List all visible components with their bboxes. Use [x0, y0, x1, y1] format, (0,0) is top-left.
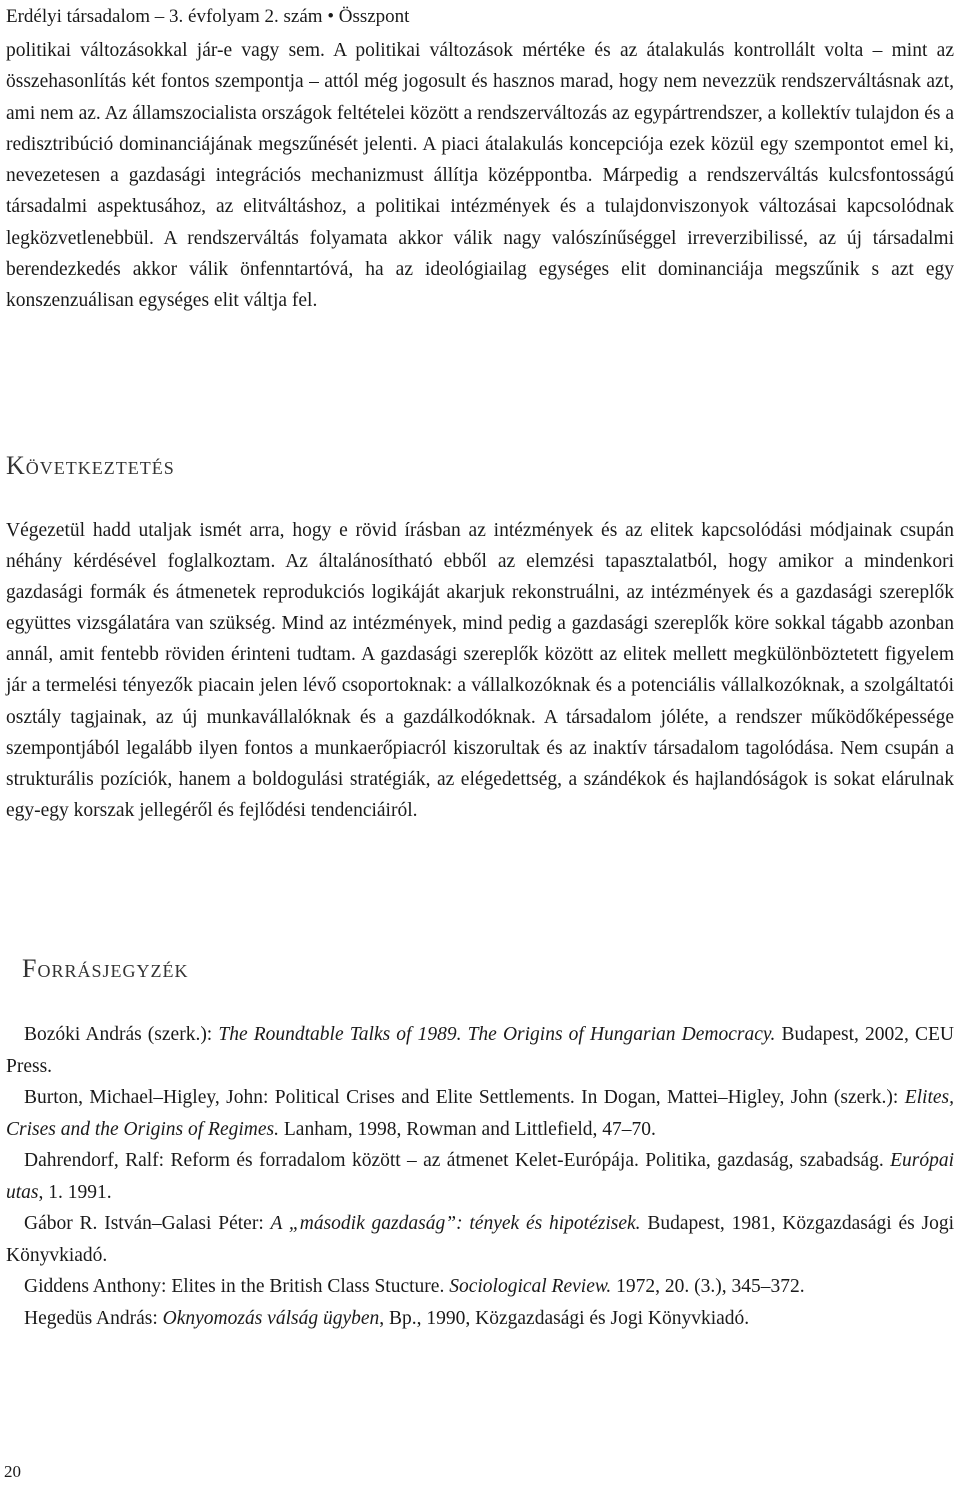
- reference-text: Bozóki András (szerk.):: [24, 1024, 219, 1045]
- page-number: 20: [4, 1462, 21, 1481]
- reference-title: Sociological Review.: [449, 1276, 612, 1297]
- reference-title: Európai utas: [6, 1150, 954, 1203]
- reference-list: [6, 1019, 954, 1334]
- reference-text: , 1. 1991.: [38, 1181, 112, 1203]
- reference-text: Hegedüs András:: [24, 1307, 163, 1329]
- reference-text: Burton, Michael–Higley, John: Political Crises and Elite Settlements. In Dogan, Mattei–Higley, John (szerk.):: [24, 1087, 905, 1108]
- reference-item: [6, 1019, 954, 1082]
- running-head: Erdélyi társadalom – 3. évfolyam 2. szám • Összpont: [6, 6, 410, 27]
- reference-title: A „második gazdaság”: tények és hipotézisek.: [270, 1213, 641, 1234]
- reference-item: [6, 1082, 954, 1145]
- reference-text: Budapest, 1981, Közgazdasági és Jogi Könyvkiadó.: [6, 1213, 955, 1266]
- reference-text: Dahrendorf, Ralf: Reform és forradalom között – az átmenet Kelet-Európája. Politika, gazdaság, szabadság.: [24, 1150, 891, 1171]
- section-heading-references: Forrásjegyzék: [22, 954, 189, 983]
- reference-item: [6, 1145, 954, 1208]
- reference-text: 1972, 20. (3.), 345–372.: [611, 1276, 805, 1297]
- reference-title: Elites, Crises and the Origins of Regimes.: [6, 1087, 954, 1140]
- reference-title: Oknyomozás válság ügyben: [162, 1307, 380, 1329]
- reference-item: [6, 1208, 954, 1271]
- body-paragraph-1: [6, 35, 954, 317]
- section-heading-conclusion: Következtetés: [6, 451, 175, 480]
- reference-title: The Roundtable Talks of 1989. The Origins of Hungarian Democracy.: [218, 1024, 776, 1045]
- reference-item: [6, 1303, 954, 1335]
- body-paragraph-2: [6, 515, 954, 826]
- reference-text: Budapest, 2002, CEU Press.: [6, 1024, 954, 1077]
- paragraph-text: Végezetül hadd utaljak ismét arra, hogy e rövid írásban az intézmények és az elitek kapcsolódási módjainak csupán néhány kérdésével foglalkoztam. Az általánosítható ebből az elemzési tapasztalatból, hogy amikor a mindenkori gazdasági formák és átmenetek reprodukciós logikáját akarjuk rekonstruálni, az intézmények és a gazdasági szereplők együttes vizsgálatára van szükség. Mind az intézmények, mind pedig a gazdasági szereplők köre sokkal tágabb azonban annál, amit fentebb röviden érinteni tudtam. A gazdasági szereplők között az elitek mellett megkülönböztetett figyelem jár a termelési tényezők piacain jelen lévő csoportoknak: a vállalkozóknak és a potenciális vállalkozóknak, a szolgáltatói osztály tagjainak, az új munkavállalóknak és a gazdálkodóknak. A társadalom jóléte, a rendszer működőképessége szempontjából legalább ilyen fontos a munkaerőpiacról kiszorultak és az inaktív társadalom tagolódása. Nem csupán a strukturális pozíciók, hanem a boldogulási stratégiák, az elégedettség, a szándékok és hajlandóságok is sokat elárulnak egy-egy korszak jellegéről és fejlődési tendenciáiról.: [6, 520, 954, 821]
- reference-text: Giddens Anthony: Elites in the British Class Stucture.: [24, 1276, 450, 1297]
- paragraph-text: politikai változásokkal jár-e vagy sem. A politikai változások mértéke és az átalakulás kontrollált volta – mint az összehasonlítás két fontos szempontja – attól még jogosult és hasznos marad, hogy nem nevezzük rendszerváltásnak azt, ami nem az. Az államszocialista országok feltételei között a rendszerváltozás az egypártrendszer, a kollektív tulajdon és a redisztribúció dominanciájának megszűnését jelenti. A piaci átalakulás koncepciója ezek közül egy szempontot emel ki, nevezetesen a gazdasági integrációs mechanizmust állítja középpontba. Márpedig a rendszerváltás kulcsfontosságú társadalmi aspektusához, az elitváltáshoz, a politikai intézmények és a tulajdonviszonyok változásai kapcsolódnak legközvetlenebbül. A rendszerváltás folyamata akkor válik nagy valószínűséggel irreverzibilissé, az új társadalmi berendezkedés akkor válik önfenntartóvá, ha az ideológiailag egységes elit dominanciája megszűnik s azt egy konszenzuálisan egységes elit váltja fel.: [6, 40, 954, 312]
- reference-text: Lanham, 1998, Rowman and Littlefield, 47–70.: [279, 1118, 656, 1140]
- reference-text: , Bp., 1990, Közgazdasági és Jogi Könyvkiadó.: [379, 1307, 750, 1329]
- reference-item: [6, 1271, 954, 1303]
- reference-text: Gábor R. István–Galasi Péter:: [24, 1213, 271, 1234]
